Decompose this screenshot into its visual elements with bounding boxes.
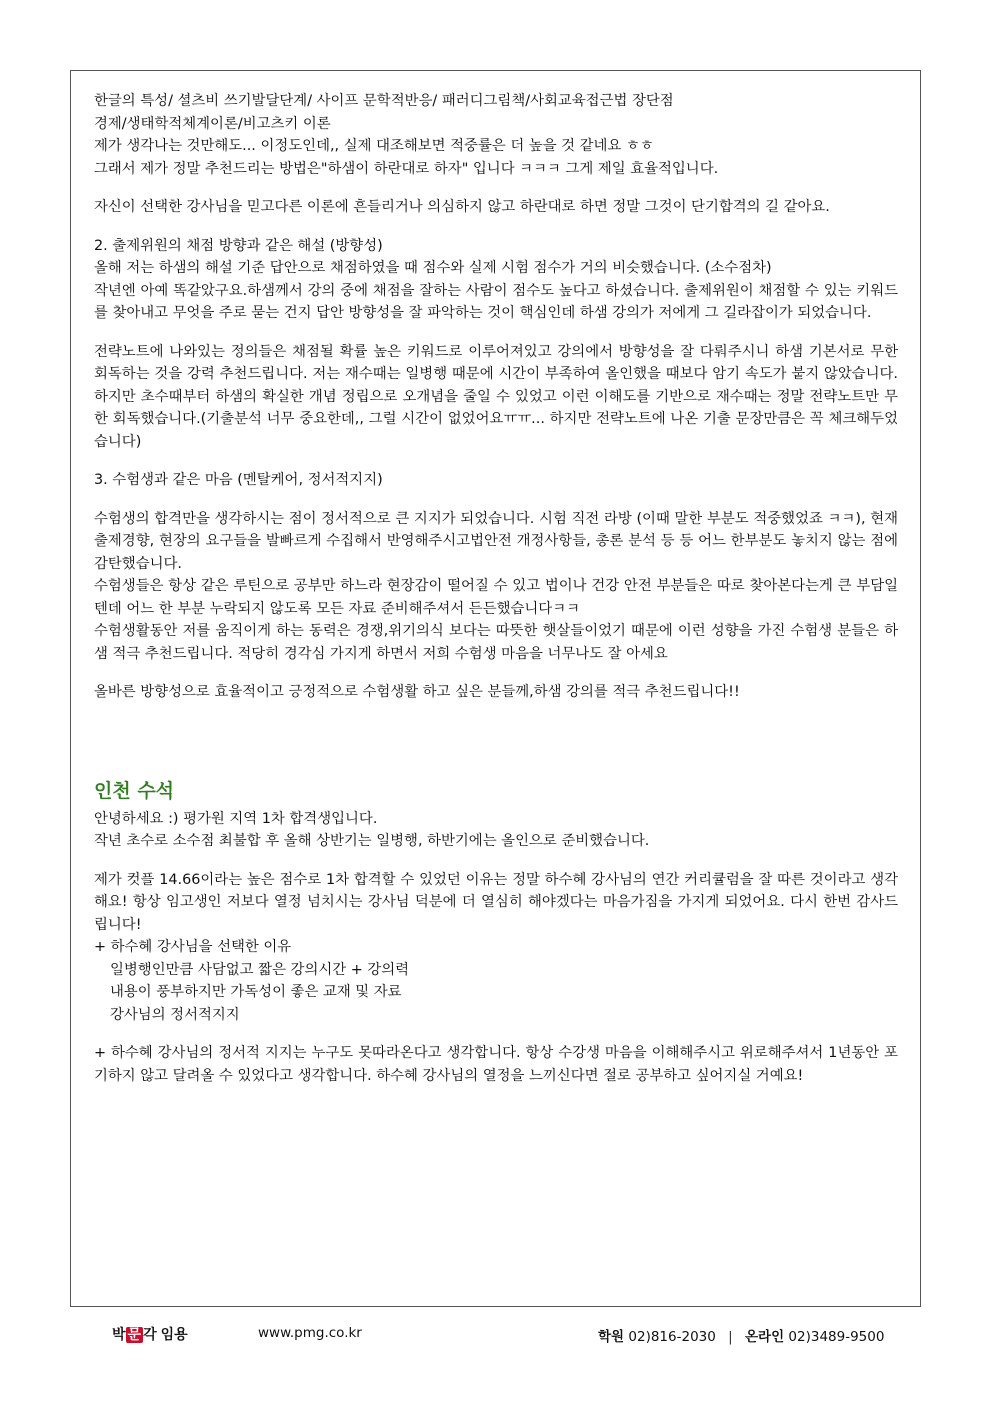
heading-3: 3. 수험생과 같은 마음 (멘탈케어, 정서적지지) [94, 472, 383, 488]
paragraph-3a: 올해 저는 하샘의 해설 기준 답안으로 채점하였을 때 점수와 실제 시험 점수가 거의 비슷했습니다. (소수점차) [94, 260, 772, 276]
section-title: 인천 수석 [94, 779, 175, 802]
paragraph-4: 전략노트에 나와있는 정의들은 채점될 확률 높은 키워드로 이루어져있고 강의에서 방향성을 잘 다뤄주시니 하샘 기본서로 무한 회독하는 것을 강력 추천드립니다. 저는 재수때는 일병행 때문에 시간이 부족하여 올인했을 때보다 암기 속도가 붙지 않았습니다. 하지만 초수때부터 하샘의 확실한 개념 정립으로 오개념을 줄일 수 있었고 이런 이해도를 기반으로 재수때는 정말 전략노트만 무한 회독했습니다.(기출분석 너무 중요한데,, 그럴 시간이 없었어요ㅠㅠ... 하지만 전략노트에 나온 기출 문장만큼은 꼭 체크해두었습니다) [94, 343, 898, 450]
list-item: 내용이 풍부하지만 가독성이 좋은 교재 및 자료 [110, 984, 402, 1000]
paragraph-6: 올바른 방향성으로 효율적이고 긍정적으로 수험생활 하고 싶은 분들께,하샘 강의를 적극 추천드립니다!! [94, 684, 740, 700]
paragraph-5b: 수험생들은 항상 같은 루틴으로 공부만 하느라 현장감이 떨어질 수 있고 법이나 건강 안전 부분들은 따로 찾아본다는게 큰 부담일텐데 어느 한 부분 누락되지 않도록 모든 자료 준비해주셔서 든든했습니다ㅋㅋ [94, 578, 898, 617]
logo-subtitle: 임용 [160, 1327, 188, 1343]
intro-line-1: 한글의 특성/ 셜츠비 쓰기발달단계/ 사이프 문학적반응/ 패러디그림책/사회교육접근법 장단점 [94, 93, 674, 109]
paragraph-7b: 작년 초수로 소수점 최불합 후 올해 상반기는 일병행, 하반기에는 올인으로 준비했습니다. [94, 833, 650, 849]
intro-line-2: 경제/생태학적체계이론/비고츠키 이론 [94, 115, 331, 132]
list-heading: + 하수혜 강사님을 선택한 이유 [94, 939, 292, 955]
paragraph-8: 제가 컷플 14.66이라는 높은 점수로 1차 합격할 수 있었던 이유는 정말 하수혜 강사님의 연간 커리큘럼을 잘 따른 것이라고 생각해요! 항상 임고생인 저보다 열정 넘치시는 강사님 덕분에 더 열심히 해야겠다는 마음가짐을 가지게 되었어요. 다시 한번 감사드립니다! [94, 871, 898, 933]
academy-phone: 02)816-2030 [628, 1329, 716, 1345]
paragraph-1b: 그래서 제가 정말 추천드리는 방법은"하샘이 하란대로 하자" 입니다 ㅋㅋㅋ 그게 제일 효율적입니다. [94, 160, 719, 177]
publisher-logo [112, 1324, 188, 1344]
academy-label: 학원 [598, 1329, 625, 1345]
website-link[interactable]: www.pmg.co.kr [258, 1325, 362, 1341]
online-label: 온라인 [745, 1329, 785, 1345]
logo-text-left: 박 [112, 1327, 126, 1343]
list-item: 일병행인만큼 사담없고 짧은 강의시간 + 강의력 [110, 961, 410, 978]
paragraph-2: 자신이 선택한 강사님을 믿고다른 이론에 흔들리거나 의심하지 않고 하란대로 하면 정말 그것이 단기합격의 길 같아요. [94, 199, 830, 215]
paragraph-1a: 제가 생각나는 것만해도... 이정도인데,, 실제 대조해보면 적중률은 더 높을 것 같네요 ㅎㅎ [94, 138, 654, 154]
list-item: 강사님의 정서적지지 [110, 1006, 240, 1023]
paragraph-7a: 안녕하세요 :) 평가원 지역 1차 합격생입니다. [94, 810, 378, 827]
paragraph-5c: 수험생활동안 저를 움직이게 하는 동력은 경쟁,위기의식 보다는 따뜻한 햇살들이었기 때문에 이런 성향을 가진 수험생 분들은 하샘 적극 추천드립니다. 적당히 경각심 가지게 하면서 저희 수험생 마음을 너무나도 잘 아세요 [94, 623, 898, 662]
logo-text-mid: 문 [127, 1327, 142, 1343]
logo-text-right: 각 [143, 1327, 157, 1343]
paragraph-5a: 수험생의 합격만을 생각하시는 점이 정서적으로 큰 지지가 되었습니다. 시험 직전 라방 (이때 말한 부분도 적중했었죠 ㅋㅋ), 현재 출제경향, 현장의 요구들을 발빠르게 수집해서 반영해주시고법안전 개정사항들, 총론 분석 등 등 어느 한부분도 놓치지 않는 점에 감탄했습니다. [94, 510, 898, 572]
paragraph-3b: 작년엔 아예 똑같았구요.하샘께서 강의 중에 채점을 잘하는 사람이 점수도 높다고 하셨습니다. 출제위원이 채점할 수 있는 키워드를 찾아내고 무엇을 주로 묻는 건지 답안 방향성을 잘 파악하는 것이 핵심인데 하샘 강의가 저에게 그 길라잡이가 되었습니다. [94, 282, 898, 321]
separator: | [728, 1329, 733, 1345]
online-phone: 02)3489-9500 [788, 1329, 885, 1345]
heading-2: 2. 출제위원의 채점 방향과 같은 해설 (방향성) [94, 237, 383, 254]
page-footer [0, 1322, 992, 1350]
paragraph-9: + 하수혜 강사님의 정서적 지지는 누구도 못따라온다고 생각합니다. 항상 수강생 마음을 이해해주시고 위로해주셔서 1년동안 포기하지 않고 달려올 수 있었다고 생각합니다. 하수혜 강사님의 열정을 느끼신다면 절로 공부하고 싶어지실 거예요! [94, 1045, 898, 1084]
contact-info [598, 1325, 884, 1345]
document-body [94, 90, 898, 1087]
